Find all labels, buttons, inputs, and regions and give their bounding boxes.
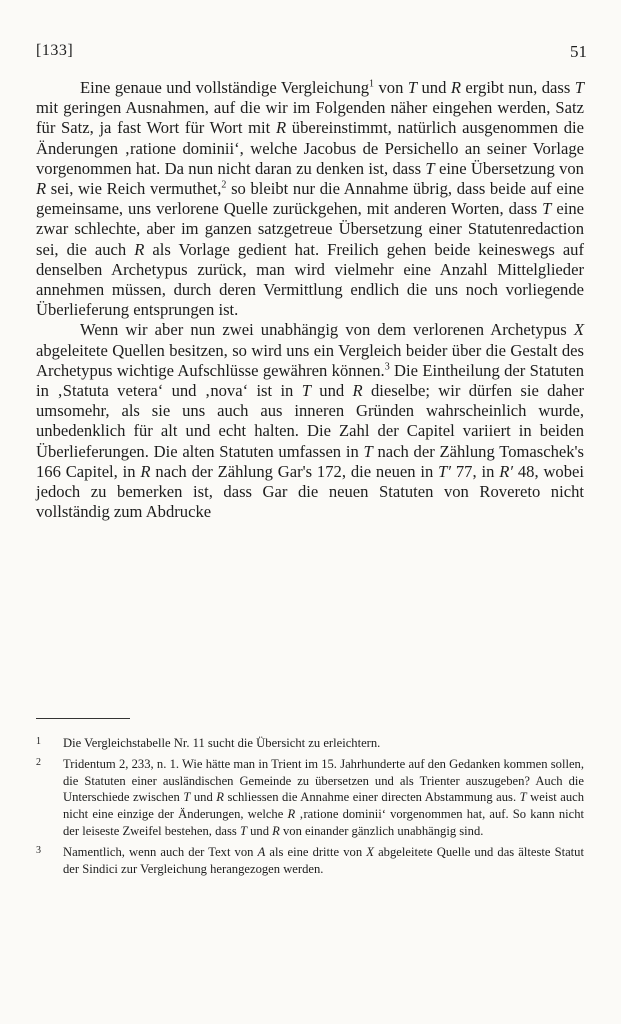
footnote-separator (36, 718, 130, 719)
italic-symbol: R (272, 823, 280, 838)
footnote-marker: 3 (384, 361, 390, 373)
italic-symbol: T (301, 381, 311, 401)
footnotes (36, 735, 584, 881)
italic-symbol: T (363, 441, 373, 461)
paragraph-1: Eine genaue und vollständige Vergleichung$^1$ von T und R ergibt nun, dass T mit geringen Ausnahmen, auf die wir im Folgenden näher eingehen werden, Satz für Satz, ja fast Wort für Wort mit R übereinstimmt, natürlich ausgenommen die Änderungen ‚ratione dominii‘, welche Jacobus de Persichello an seiner Vorlage vorgenommen hat. Da nun nicht daran zu denken ist, dass T eine Übersetzung von R sei, wie Reich vermuthet,$^2$ so bleibt nur die Annahme übrig, dass beide auf eine gemeinsame, uns verlorene Quelle zurückgehen, mit anderen Worten, dass T eine zwar schlechte, aber im ganzen satzgetreue Übersetzung einer Statutenredaction sei, die auch R als Vorlage gedient hat. Freilich gehen beide keineswegs auf denselben Archetypus zurück, man wird vielmehr eine Anzahl Mittelglieder annehmen müssen, durch deren Vermittlung endlich die uns noch vorliegende Überlieferung entsprungen ist. (36, 78, 585, 320)
italic-symbol: T (239, 823, 247, 838)
italic-symbol: R (275, 118, 287, 138)
italic-symbol: T (519, 790, 527, 805)
italic-symbol: R (352, 381, 363, 401)
italic-symbol: T (407, 78, 418, 97)
italic-symbol: X (366, 844, 374, 859)
italic-symbol: R′ (499, 461, 514, 481)
italic-symbol: R (140, 461, 151, 481)
italic-symbol: T (425, 158, 435, 178)
italic-symbol: R (36, 179, 47, 199)
footnote-1 (36, 735, 584, 752)
italic-symbol: T′ (438, 461, 452, 481)
page-number: 51 (570, 42, 587, 61)
footnote-2 (36, 756, 584, 840)
footnote-text: Namentlich, wenn auch der Text von A als eine dritte von X abgeleitete Quelle und das älteste Statut der Sindici zur Vergleichung herangezogen werden. (63, 844, 584, 876)
main-text (36, 78, 584, 522)
italic-symbol: T (542, 199, 552, 219)
italic-symbol: A (257, 844, 266, 859)
italic-symbol: X (573, 320, 584, 340)
footnote-marker: 2 (221, 179, 227, 191)
paragraph-2: Wenn wir aber nun zwei unabhängig von dem verlorenen Archetypus X abgeleitete Quellen besitzen, so wird uns ein Vergleich beider über die Gestalt des Archetypus wichtige Aufschlüsse gewähren können.$^3$ Die Eintheilung der Statuten in ‚Statuta vetera‘ und ‚nova‘ ist in T und R dieselbe; wir dürfen sie daher umsomehr, als sie uns auch aus inneren Gründen wahrscheinlich wurde, unbedenklich für alt und echt halten. Die Zahl der Capitel variiert in beiden Überlieferungen. Die alten Statuten umfassen in T nach der Zählung Tomaschek's 166 Capitel, in R nach der Zählung Gar's 172, die neuen in T′ 77, in R′ 48, wobei jedoch zu bemerken ist, dass Gar die neuen Statuten von Rovereto nicht vollständig zum Abdrucke (36, 320, 585, 522)
footnote-number: 1 (36, 736, 41, 747)
italic-symbol: R (216, 790, 224, 805)
italic-symbol: T (574, 78, 585, 97)
footnote-number: 2 (36, 756, 41, 768)
footnote-marker: 1 (369, 78, 375, 90)
footnote-number: 3 (36, 844, 41, 856)
italic-symbol: T (183, 790, 191, 805)
footnote-text: Die Vergleichstabelle Nr. 11 sucht die Übersicht zu erleichtern. (63, 736, 381, 750)
footnote-3 (36, 844, 584, 878)
italic-symbol: R (287, 807, 296, 822)
italic-symbol: R (450, 78, 461, 97)
italic-symbol: R (134, 239, 145, 259)
original-page-reference: [133] (36, 42, 74, 59)
footnote-text: Tridentum 2, 233, n. 1. Wie hätte man in Trient im 15. Jahrhunderte auf den Gedanken kommen sollen, die Statuten einer ausländischen Gemeinde zu übersetzen und als Trienter auszugeben? Auch die Unterschiede zwischen T und R schliessen die Annahme einer directen Abstammung aus. T weist auch nicht eine einzige der Änderungen, welche R ‚ratione dominii‘ vorgenommen hat, auf. So kann nicht der leiseste Zweifel bestehen, dass T und R von einander gänzlich unabhängig sind. (63, 756, 585, 838)
running-header (36, 42, 587, 64)
